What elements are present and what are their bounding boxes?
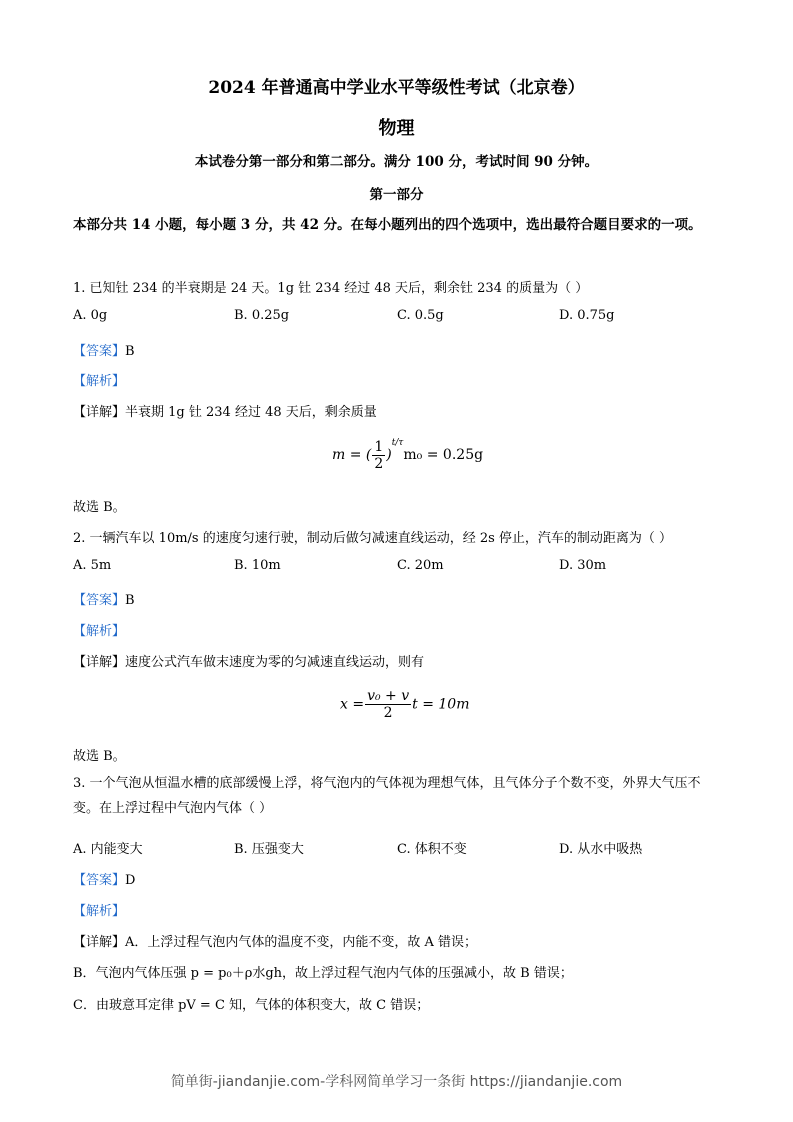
q1-option-d: D. 0.75g — [559, 308, 615, 323]
question-3-stem: 3. 一个气泡从恒温水槽的底部缓慢上浮，将气泡内的气体视为理想气体，且气体分子个数不变，外界大气压不变。在上浮过程中气泡内气体（ ） — [73, 776, 701, 816]
page-footer-watermark: 简单街-jiandanjie.com-学科网简单学习一条街 https://jiandanjie.com — [170, 1074, 623, 1090]
q3-detail-b: B．气泡内气体压强 p = p₀＋ρ水gh，故上浮过程气泡内气体的压强减小，故 B 错误； — [73, 966, 573, 981]
q1-answer-value: B — [125, 344, 135, 359]
q1-option-a: A. 0g — [73, 308, 108, 323]
exam-intro: 本试卷分第一部分和第二部分。满分 100 分，考试时间 90 分钟。 — [194, 154, 599, 170]
q2-option-b: B. 10m — [234, 558, 281, 573]
section-instructions: 本部分共 14 小题，每小题 3 分，共 42 分。在每小题列出的四个选项中，选出最符合题目要求的一项。 — [73, 217, 702, 233]
q1-formula: m = ( $\frac{1}{2}$ )$^{t/\tau}$m₀ = 0.25g — [332, 438, 484, 472]
q3-option-b: B. 压强变大 — [234, 842, 304, 857]
q1-detail: 【详解】半衰期 1g 钍 234 经过 48 天后，剩余质量 — [73, 405, 377, 420]
subject-title: 物理 — [378, 118, 415, 139]
q1-option-c: C. 0.5g — [397, 308, 444, 323]
q3-option-a: A. 内能变大 — [73, 842, 143, 857]
q2-answer: 【答案】B — [73, 593, 135, 608]
q1-analysis-label: 【解析】 — [73, 374, 126, 389]
q1-conclusion: 故选 B。 — [73, 500, 126, 515]
q2-option-c: C. 20m — [397, 558, 444, 573]
q3-detail-c: C．由玻意耳定律 pV = C 知，气体的体积变大，故 C 错误； — [73, 998, 430, 1013]
part-heading: 第一部分 — [369, 187, 424, 203]
q2-detail: 【详解】速度公式汽车做末速度为零的匀减速直线运动，则有 — [73, 655, 425, 670]
q2-option-d: D. 30m — [559, 558, 607, 573]
q2-conclusion: 故选 B。 — [73, 749, 126, 764]
q3-analysis-label: 【解析】 — [73, 904, 126, 919]
q3-answer: 【答案】D — [73, 873, 136, 888]
q1-option-b: B. 0.25g — [234, 308, 290, 323]
q2-analysis-label: 【解析】 — [73, 624, 126, 639]
q3-option-d: D. 从水中吸热 — [559, 842, 643, 857]
question-2-stem: 2. 一辆汽车以 10m/s 的速度匀速行驶，制动后做匀减速直线运动，经 2s 停止，汽车的制动距离为（ ） — [73, 531, 673, 546]
exam-title: 2024 年普通高中学业水平等级性考试（北京卷） — [208, 78, 585, 98]
q2-option-a: A. 5m — [73, 558, 112, 573]
q2-formula: x = $\frac{\text{v₀ + v}}{2}$ t = 10m — [340, 688, 470, 721]
question-1-stem: 1. 已知钍 234 的半衰期是 24 天。1g 钍 234 经过 48 天后，剩余钍 234 的质量为（ ） — [73, 281, 589, 296]
q1-answer — [73, 340, 723, 359]
q3-option-c: C. 体积不变 — [397, 842, 467, 857]
answer-label: 【答案】 — [73, 344, 126, 359]
q3-detail-a: 【详解】A．上浮过程气泡内气体的温度不变，内能不变，故 A 错误； — [73, 935, 478, 950]
